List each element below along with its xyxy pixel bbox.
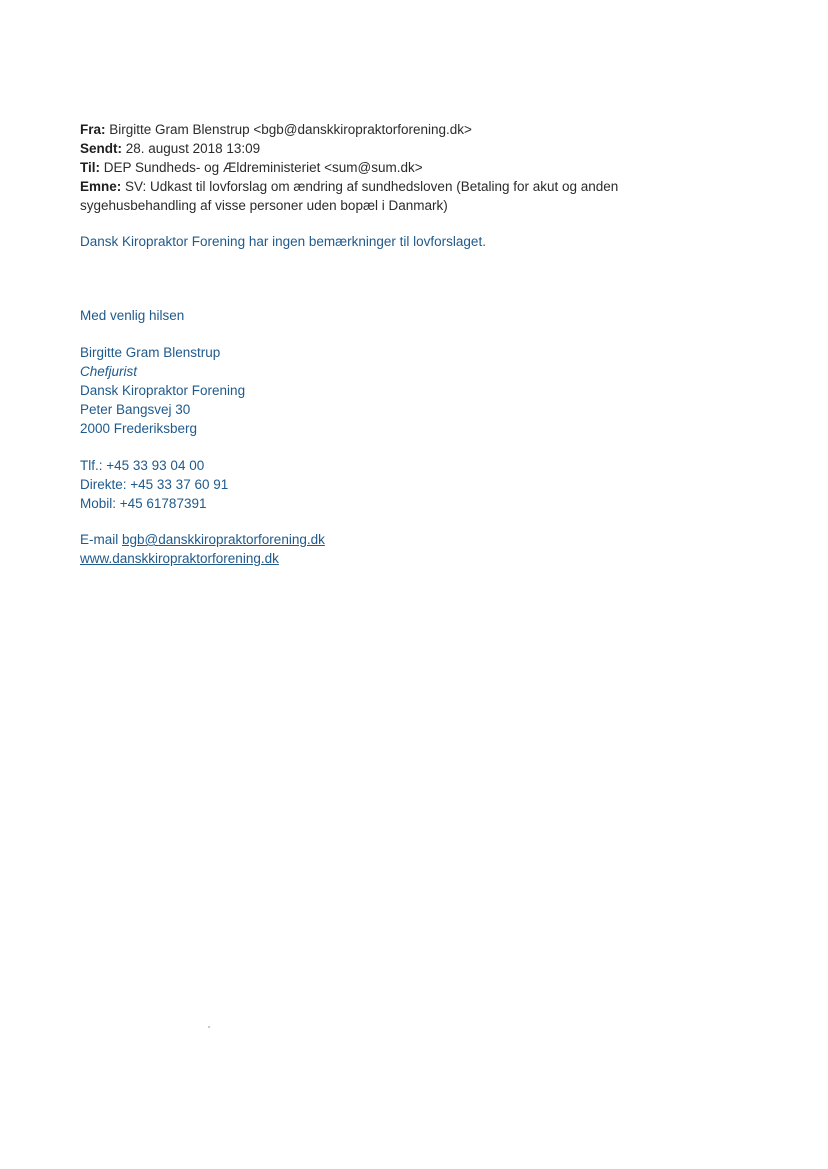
- signature-name: Birgitte Gram Blenstrup: [80, 345, 221, 360]
- website-link[interactable]: www.danskkiropraktorforening.dk: [80, 551, 279, 566]
- email-line: [80, 530, 325, 549]
- subject-label: Emne:: [80, 179, 122, 194]
- email-label: E-mail: [80, 532, 119, 547]
- mobile-line: Mobil: +45 61787391: [80, 496, 207, 511]
- to-label: Til:: [80, 160, 100, 175]
- sent-line: [80, 139, 680, 158]
- signature-title: Chefjurist: [80, 364, 138, 379]
- to-line: [80, 158, 680, 177]
- signature-street: Peter Bangsvej 30: [80, 402, 191, 417]
- from-line: [80, 120, 680, 139]
- scan-speck: [208, 1026, 210, 1028]
- to-value: DEP Sundheds- og Ældreministeriet <sum@sum.dk>: [103, 160, 423, 175]
- from-label: Fra:: [80, 122, 106, 137]
- links-block: [80, 530, 325, 568]
- signature-organization: Dansk Kiropraktor Forening: [80, 383, 246, 398]
- sent-label: Sendt:: [80, 141, 122, 156]
- email-header: [80, 120, 680, 215]
- intro-paragraph: Dansk Kiropraktor Forening har ingen bemærkninger til lovforslaget.: [80, 234, 486, 249]
- phone-line: Tlf.: +45 33 93 04 00: [80, 458, 205, 473]
- sent-value: 28. august 2018 13:09: [125, 141, 261, 156]
- signature-city: 2000 Frederiksberg: [80, 421, 198, 436]
- email-link[interactable]: bgb@danskkiropraktorforening.dk: [122, 532, 325, 547]
- subject-value: SV: Udkast til lovforslag om ændring af sundhedsloven (Betaling for akut og anden sygehusbehandling af visse personer uden bopæl i Danmark): [80, 179, 619, 213]
- greeting: Med venlig hilsen: [80, 308, 185, 323]
- signature-block: [80, 343, 245, 438]
- subject-line: [80, 177, 680, 215]
- contact-block: [80, 456, 228, 513]
- from-value: Birgitte Gram Blenstrup <bgb@danskkiropraktorforening.dk>: [109, 122, 472, 137]
- direct-line: Direkte: +45 33 37 60 91: [80, 477, 229, 492]
